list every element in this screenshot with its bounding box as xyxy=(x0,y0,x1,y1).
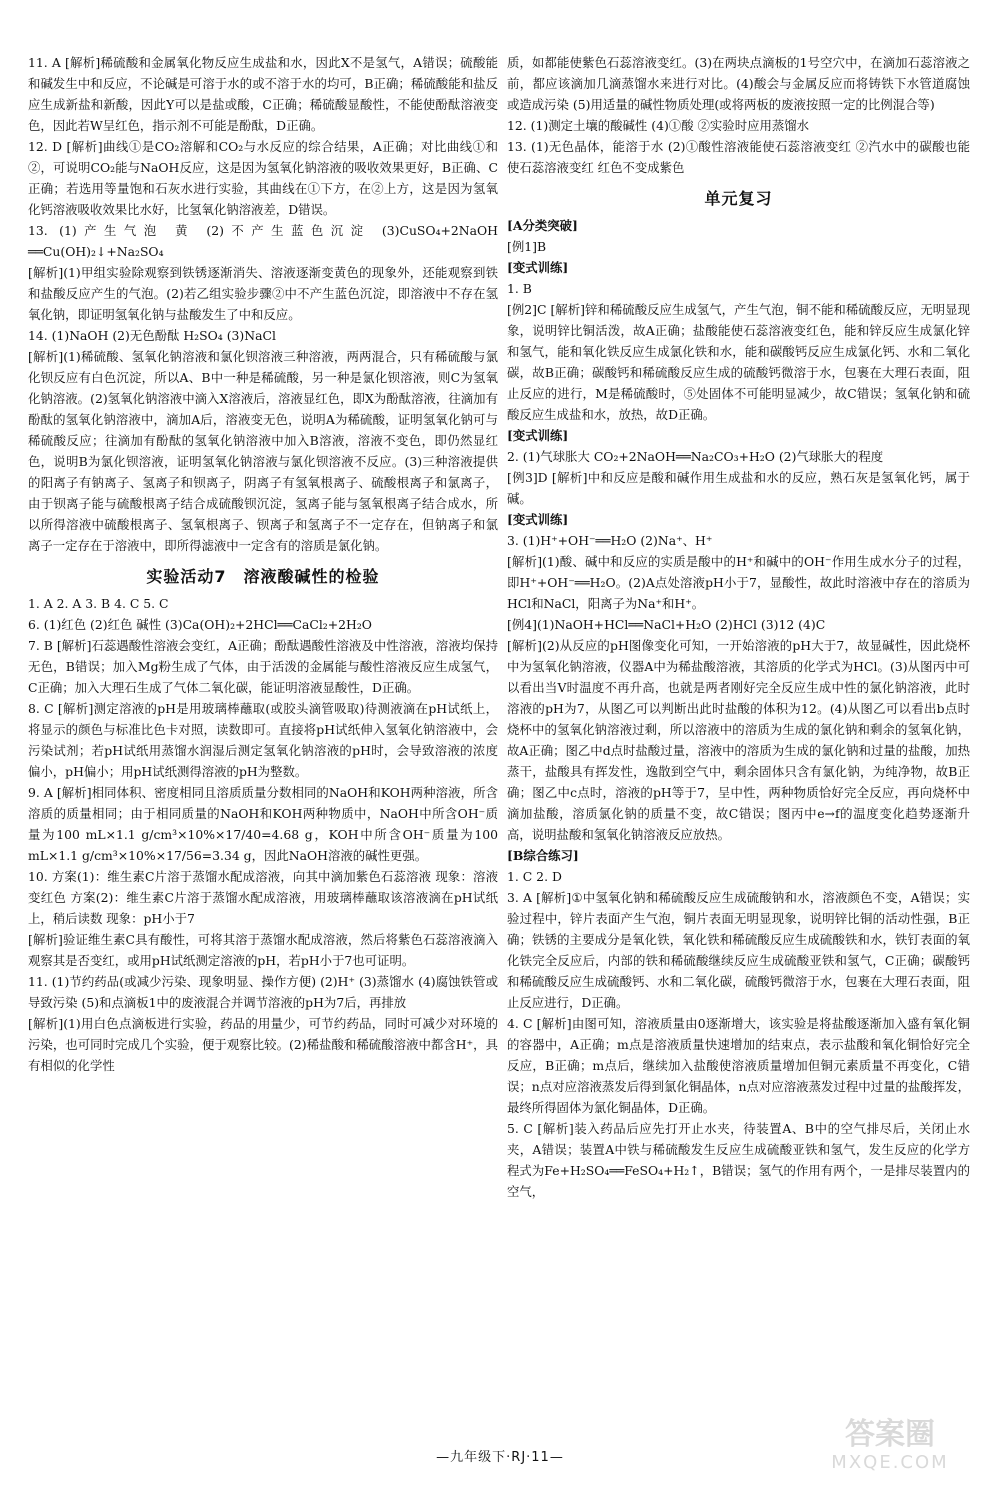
b-answer-5: 5. C [解析]装入药品后应先打开止水夹，待装置A、B中的空气排尽后，关闭止水夹，A错误；装置A中铁与稀硫酸发生反应生成硫酸亚铁和氢气，发生反应的化学方程式为Fe+H₂SO₄══FeSO₄+H₂↑，B错误；氢气的作用有两个，一是排尽装置内的空气， xyxy=(507,1121,970,1199)
analysis-13: [解析](1)甲组实验除观察到铁锈逐渐消失、溶液逐渐变黄色的现象外，还能观察到铁和盐酸反应产生的气泡。(2)若乙组实验步骤②中不产生蓝色沉淀，即溶液中不存在氢氧化钠，即证明氢氧化钠与盐酸发生了中和反应。 xyxy=(28,265,498,322)
answer-9: 9. A [解析]相同体积、密度相同且溶质质量分数相同的NaOH和KOH两种溶液，所含溶质的质量相同；由于相同质量的NaOH和KOH两种物质中，NaOH中所含OH⁻质量为100 mL×1.1 g/cm³×10%×17/40=4.68 g，KOH中所含OH⁻质量为100 mL×1.1 g/cm³×10%×17/56=3.34 g，因此NaOH溶液的碱性更强。 xyxy=(28,785,498,863)
section-title-activity-7: 实验活动7 溶液酸碱性的检验 xyxy=(146,567,380,586)
variant-training-1: [变式训练] xyxy=(507,260,569,275)
right-column xyxy=(507,52,970,1202)
variant-answer-2: 2. (1)气球胀大 CO₂+2NaOH══Na₂CO₃+H₂O (2)气球胀大的程度 xyxy=(507,449,884,464)
left-column xyxy=(28,52,498,1076)
variant-answer-3: 3. (1)H⁺+OH⁻══H₂O (2)Na⁺、H⁺ xyxy=(507,533,713,548)
variant-answer-1: 1. B xyxy=(507,281,532,296)
page-footer: —九年级下·RJ·11— xyxy=(436,1450,564,1465)
analysis-10: [解析]验证维生素C具有酸性，可将其溶于蒸馏水配成溶液，然后将紫色石蕊溶液滴入观察其是否变红，或用pH试纸测定溶液的pH，若pH小于7也可证明。 xyxy=(28,932,498,968)
answer-12: 12. D [解析]曲线①是CO₂溶解和CO₂与水反应的综合结果，A正确；对比曲线①和②，可说明CO₂能与NaOH反应，这是因为氢氧化钠溶液的吸收效果更好，B正确、C正确；若选用等量饱和石灰水进行实验，其曲线在①下方，在②上方，这是因为氢氧化钙溶液吸收效果比水好，比氢氧化钠溶液差，D错误。 xyxy=(28,139,498,217)
subsection-a: [A分类突破] xyxy=(507,218,578,233)
answer-11: 11. A [解析]稀硫酸和金属氧化物反应生成盐和水，因此X不是氢气，A错误；硫酸能和碱发生中和反应，不论碱是可溶于水的或不溶于水的均可，B正确；稀硫酸能和盐反应生成新盐和新酸，因此Y可以是盐或酸，C正确；稀硫酸显酸性，不能使酚酞溶液变色，因此若W呈红色，指示剂不可能是酚酞，D正确。 xyxy=(28,55,498,133)
answers-1-5: 1. A 2. A 3. B 4. C 5. C xyxy=(28,596,169,611)
variant-training-3: [变式训练] xyxy=(507,512,569,527)
watermark-url: MXQE.COM xyxy=(831,1452,949,1473)
answer-7: 7. B [解析]石蕊遇酸性溶液会变红，A正确；酚酞遇酸性溶液及中性溶液，溶液均保持无色，B错误；加入Mg粉生成了气体，由于活泼的金属能与酸性溶液反应生成氢气，C正确；加入大理石生成了气体二氧化碳，能证明溶液显酸性，D正确。 xyxy=(28,638,498,695)
example-4: [例4](1)NaOH+HCl══NaCl+H₂O (2)HCl (3)12 (4)C xyxy=(507,617,826,632)
answer-6: 6. (1)红色 (2)红色 碱性 (3)Ca(OH)₂+2HCl══CaCl₂+2H₂O xyxy=(28,617,372,632)
example-4-analysis: [解析](2)从反应的pH图像变化可知，一开始溶液的pH大于7，故显碱性，因此烧杯中为氢氧化钠溶液，仪器A中为稀盐酸溶液，其溶质的化学式为HCl。(3)从图丙中可以看出当V时温度不再升高，也就是两者刚好完全反应生成中性的氯化钠溶液，此时溶液的pH为7，从图乙可以判断出此时盐酸的体积为12。(4)从图乙可以看出b点时烧杯中的氢氧化钠溶液过剩，所以溶液中的溶质为生成的氯化钠和剩余的氢氧化钠，故A正确；图乙中d点时盐酸过量，溶液中的溶质为生成的氯化钠和过量的盐酸，加热蒸干，盐酸具有挥发性，逸散到空气中，剩余固体只含有氯化钠，为纯净物，故B正确；图乙中c点时，溶液的pH等于7，呈中性，两种物质恰好完全反应，再向烧杯中滴加盐酸，溶质氯化钠的质量不变，故C错误；图丙中e→f的温度变化趋势逐渐升高，说明盐酸和氢氧化钠溶液反应放热。 xyxy=(507,638,970,842)
example-2: [例2]C [解析]锌和稀硫酸反应生成氢气，产生气泡，铜不能和稀硫酸反应，无明显现象，说明锌比铜活泼，故A正确；盐酸能使石蕊溶液变红色，能和锌反应生成氯化锌和氢气，能和氧化铁反应生成氯化铁和水，能和碳酸钙反应生成氯化钙、水和二氧化碳，故B正确；碳酸钙和稀硫酸反应生成的硫酸钙微溶于水，包裹在大理石表面，阻止反应的进行，M是稀硫酸时，⑤处固体不可能明显减少，故C错误；氢氧化钠和硫酸反应生成盐和水，放热，故D正确。 xyxy=(507,302,970,422)
answer-12b: 12. (1)测定土壤的酸碱性 (4)①酸 ②实验时应用蒸馏水 xyxy=(507,118,810,133)
b-answer-4: 4. C [解析]由图可知，溶液质量由0逐渐增大，该实验是将盐酸逐渐加入盛有氧化铜的容器中，A正确；m点是溶液质量快速增加的结束点，表示盐酸和氧化铜恰好完全反应，B正确；m点后，继续加入盐酸使溶液质量增加但铜元素质量不再变化，C错误；n点对应溶液蒸发后得到氯化铜晶体，n点对应溶液蒸发过程中过量的盐酸挥发，最终所得固体为氯化铜晶体，D正确。 xyxy=(507,1016,970,1115)
b-answer-3: 3. A [解析]①中氢氧化钠和稀硫酸反应生成硫酸钠和水，溶液颜色不变，A错误；实验过程中，锌片表面产生气泡，铜片表面无明显现象，说明锌比铜的活动性强，B正确；铁锈的主要成分是氧化铁，氧化铁和稀硫酸反应生成硫酸铁和水，铁钉表面的氧化铁完全反应后，内部的铁和稀硫酸继续反应生成硫酸亚铁和氢气，C正确；碳酸钙和稀硫酸反应生成硫酸钙、水和二氧化碳，硫酸钙微溶于水，包裹在大理石表面，阻止反应进行，D正确。 xyxy=(507,890,970,1010)
answer-13b: 13. (1)无色晶体，能溶于水 (2)①酸性溶液能使石蕊溶液变红 ②汽水中的碳酸也能使石蕊溶液变红 红色不变成紫色 xyxy=(507,139,970,175)
variant-training-2: [变式训练] xyxy=(507,428,569,443)
analysis-11b-cont: 质，如都能使紫色石蕊溶液变红。(3)在两块点滴板的1号空穴中，在滴加石蕊溶液之前，都应该滴加几滴蒸馏水来进行对比。(4)酸会与金属反应而将铸铁下水管道腐蚀或造成污染 (5)用适量的碱性物质处理(或将两板的废液按照一定的比例混合等) xyxy=(507,55,970,112)
answer-10: 10. 方案(1)：维生素C片溶于蒸馏水配成溶液，向其中滴加紫色石蕊溶液 现象：溶液变红色 方案(2)：维生素C片溶于蒸馏水配成溶液，用玻璃棒蘸取该溶液滴在pH试纸上，稍后读数 现象：pH小于7 xyxy=(28,869,498,926)
section-title-unit-review: 单元复习 xyxy=(704,189,773,208)
watermark-text: 答案圈 xyxy=(845,1417,935,1452)
subsection-b: [B综合练习] xyxy=(507,848,579,863)
answer-8: 8. C [解析]测定溶液的pH是用玻璃棒蘸取(或胶头滴管吸取)待测液滴在pH试纸上，将显示的颜色与标准比色卡对照，读数即可。直接将pH试纸伸入氢氧化钠溶液中，会污染试剂；若pH试纸用蒸馏水润湿后测定氢氧化钠溶液的pH时，会导致溶液的浓度偏小，pH偏小；用pH试纸测得溶液的pH为整数。 xyxy=(28,701,498,779)
analysis-14: [解析](1)稀硫酸、氢氧化钠溶液和氯化钡溶液三种溶液，两两混合，只有稀硫酸与氯化钡反应有白色沉淀，所以A、B中一种是稀硫酸，另一种是氯化钡溶液，则C为氢氧化钠溶液。(2)氢氧化钠溶液中滴入X溶液后，溶液显红色，即X为酚酞溶液，往滴加有酚酞的氢氧化钠溶液中，滴加A后，溶液变无色，说明A为稀硫酸，证明氢氧化钠可与稀硫酸反应；往滴加有酚酞的氢氧化钠溶液中加入B溶液，溶液不变色，即仍然显红色，说明B为氯化钡溶液，证明氢氧化钠溶液与氯化钡溶液不反应。(3)三种溶液提供的阳离子有钠离子、氢离子和钡离子，阴离子有氢氧根离子、硫酸根离子和氯离子，由于钡离子能与硫酸根离子结合成硫酸钡沉淀，氢离子能与氢氧根离子结合成水，所以所得溶液中硫酸根离子、氢氧根离子、钡离子和氢离子不一定存在，但钠离子和氯离子一定存在于溶液中，即所得滤液中一定含有的溶质是氯化钠。 xyxy=(28,349,498,553)
answer-13: 13. (1)产生气泡 黄 (2)不产生蓝色沉淀 (3)CuSO₄+2NaOH ══Cu(OH)₂↓+Na₂SO₄ xyxy=(28,223,498,259)
watermark-logo xyxy=(810,1418,970,1478)
example-3: [例3]D [解析]中和反应是酸和碱作用生成盐和水的反应，熟石灰是氢氧化钙，属于碱。 xyxy=(507,470,970,506)
analysis-11b: [解析](1)用白色点滴板进行实验，药品的用量少，可节约药品，同时可减少对环境的污染，也可同时完成几个实验，便于观察比较。(2)稀盐酸和稀硫酸溶液中都含H⁺，具有相似的化学性 xyxy=(28,1016,498,1073)
variant-analysis-3: [解析](1)酸、碱中和反应的实质是酸中的H⁺和碱中的OH⁻作用生成水分子的过程，即H⁺+OH⁻══H₂O。(2)A点处溶液pH小于7，显酸性，故此时溶液中存在的溶质为HCl和NaCl，阳离子为Na⁺和H⁺。 xyxy=(507,554,970,611)
answer-11b: 11. (1)节约药品(或减少污染、现象明显、操作方便) (2)H⁺ (3)蒸馏水 (4)腐蚀铁管或导致污染 (5)和点滴板1中的废液混合并调节溶液的pH为7后，再排放 xyxy=(28,974,498,1010)
answer-14: 14. (1)NaOH (2)无色酚酞 H₂SO₄ (3)NaCl xyxy=(28,328,276,343)
example-1: [例1]B xyxy=(507,239,547,254)
b-answers-1-2: 1. C 2. D xyxy=(507,869,562,884)
